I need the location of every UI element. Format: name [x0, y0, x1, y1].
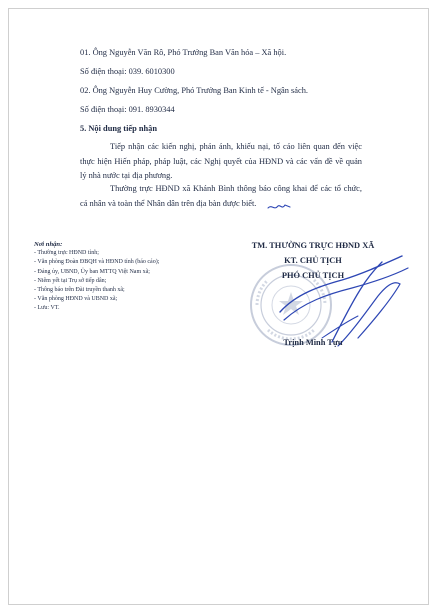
contact-person-2: 02. Ông Nguyễn Huy Cường, Phó Trưởng Ban Kinh tế - Ngân sách. [80, 86, 309, 95]
recipient-item: - Thông báo trên Đài truyền thanh xã; [34, 287, 125, 294]
recipient-item: - Văn phòng Đoàn ĐBQH và HĐND tỉnh (báo cáo); [34, 259, 160, 266]
section-paragraph: Tiếp nhận các kiến nghị, phản ánh, khiếu nại, tố cáo liên quan đến việc thực hiện Hiến pháp, pháp luật, các Nghị quyết của HĐND và các vấn đề về quản lý nhà nước tại địa phương. [80, 142, 362, 180]
recipient-item: - Thường trực HĐND tỉnh; [34, 250, 99, 257]
signature-role-line: KT. CHỦ TỊCH [284, 256, 342, 265]
contact-person-1: 01. Ông Nguyễn Văn Rô, Phó Trưởng Ban Văn hóa – Xã hội. [80, 48, 287, 57]
signer-name: Trịnh Minh Tựu [283, 338, 343, 347]
contact-phone-1: Số điện thoại: 039. 6010300 [80, 67, 175, 76]
closing-paragraph: Thường trực HĐND xã Khánh Bình thông báo công khai để các tổ chức, cá nhân và toàn thể Nhân dân trên địa bàn được biết. [80, 184, 362, 208]
handwritten-initial-mark [267, 202, 291, 212]
recipient-item: - Đảng ủy, UBND, Ủy ban MTTQ Việt Nam xã; [34, 268, 150, 275]
signature-title-line: PHÓ CHỦ TỊCH [281, 271, 345, 280]
section-heading: 5. Nội dung tiếp nhận [80, 124, 158, 133]
recipients-title: Nơi nhận: [34, 241, 63, 248]
recipient-item: - Văn phòng HĐND và UBND xã; [34, 296, 118, 303]
recipient-item: - Lưu: VT. [34, 305, 60, 312]
recipient-item: - Niêm yết tại Trụ sở tiếp dân; [34, 277, 107, 284]
recipients-list [34, 240, 214, 314]
contact-phone-2: Số điện thoại: 091. 8930344 [80, 105, 175, 114]
signature-org-line: TM. THƯỜNG TRỰC HĐND XÃ [251, 241, 375, 250]
